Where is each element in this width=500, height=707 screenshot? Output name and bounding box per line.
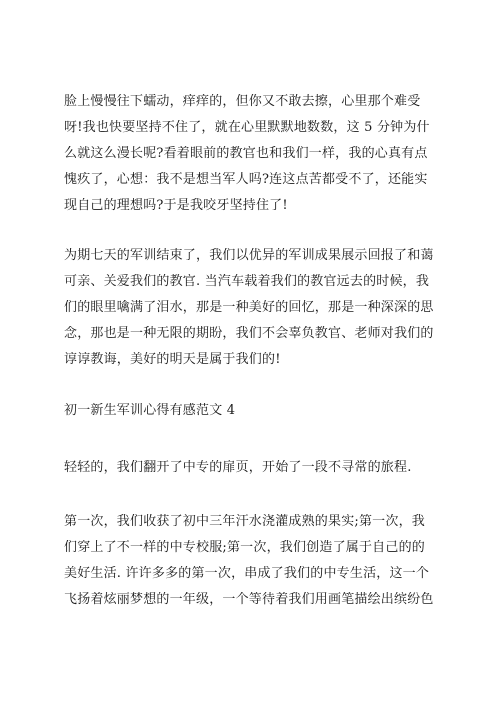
paragraph-4-line-4: 飞扬着炫丽梦想的一年级，一个等待着我们用画笔描绘出缤纷色 [64,592,434,607]
paragraph-4-line-2: 们穿上了不一样的中专校服;第一次，我们创造了属于自己的的 [64,540,425,555]
section-heading: 初一新生军训心得有感范文 4 [64,403,236,418]
paragraph-1-line-3: 么就这么漫长呢?看着眼前的教官也和我们一样，我的心真有点 [64,146,428,161]
paragraph-2-line-3: 们的眼里噙满了泪水，那是一种美好的回忆，那是一种深深的思 [64,300,434,315]
paragraph-2-line-2: 可亲、关爱我们的教官. 当汽车载着我们的教官远去的时候，我 [64,274,430,289]
paragraph-4-line-1: 第一次，我们收获了初中三年汗水浇灌成熟的果实;第一次，我 [64,514,425,529]
paragraph-2-line-4: 念，那也是一种无限的期盼，我们不会辜负教官、老师对我们的 [64,326,434,341]
paragraph-4-line-3: 美好生活. 许许多多的第一次，串成了我们的中专生活，这一个 [64,566,430,581]
paragraph-2-line-1: 为期七天的军训结束了，我们以优异的军训成果展示回报了和蔼 [64,248,434,263]
paragraph-1-line-1: 脸上慢慢往下蠕动，痒痒的，但你又不敢去擦，心里那个难受 [64,94,421,109]
paragraph-1-line-2: 呀!我也快要坚持不住了，就在心里默默地数数，这 5 分钟为什 [64,120,430,135]
paragraph-1-line-5: 现自己的理想吗?于是我咬牙坚持住了! [64,198,288,213]
paragraph-1-line-4: 愧疚了，心想：我不是想当军人吗?连这点苦都受不了，还能实 [64,172,428,187]
paragraph-2-line-5: 谆谆教诲，美好的明天是属于我们的! [64,352,281,367]
paragraph-3-line-1: 轻轻的，我们翻开了中专的扉页，开始了一段不寻常的旅程. [64,460,412,475]
